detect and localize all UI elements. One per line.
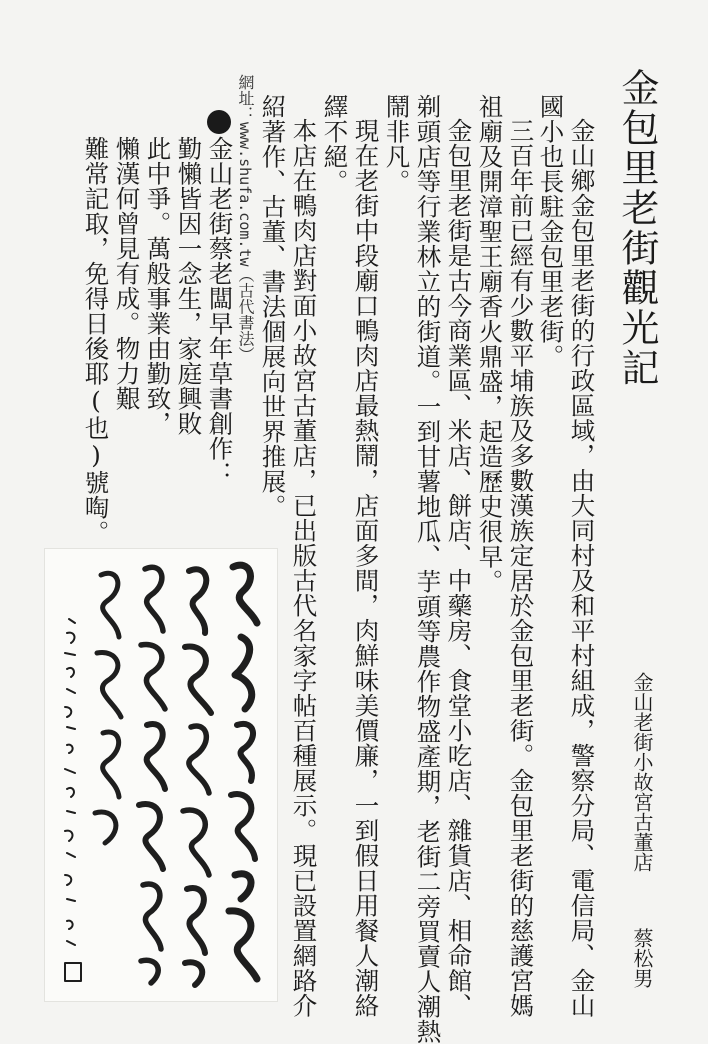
poem-line-2: 此中爭。萬般事業由勤致， bbox=[143, 136, 173, 436]
paragraph-1-line-2: 國小也長駐金包里老街。 bbox=[536, 94, 566, 369]
paragraph-5-line-2: 紹著作、古董、書法個展向世界推展。 bbox=[258, 94, 288, 519]
poem-line-1: 勤懶皆因一念生，家庭興敗 bbox=[174, 136, 204, 436]
calligraphy-artwork bbox=[44, 548, 278, 1002]
paragraph-5-line-1: 本店在鴨肉店對面小故宮古董店，已出版古代名家字帖百種展示。現已設置網路介 bbox=[289, 118, 319, 1018]
poem-line-4: 難常記取，免得日後耶(也)號啕。 bbox=[81, 136, 111, 545]
calligraphy-strokes bbox=[45, 549, 277, 1001]
page-title: 金包里老街觀光記 bbox=[615, 68, 659, 388]
website-note: （古代書法） bbox=[236, 266, 255, 363]
byline-org: 金山老街小故宮古董店 bbox=[630, 672, 654, 872]
byline-author: 蔡松男 bbox=[630, 928, 654, 988]
website-line bbox=[237, 74, 253, 363]
paragraph-4-line-1: 現在老街中段廟口鴨肉店最熱鬧，店面多間，肉鮮味美價廉，一到假日用餐人潮絡 bbox=[351, 118, 381, 1018]
paragraph-2-line-2: 祖廟及開漳聖王廟香火鼎盛，起造歷史很早。 bbox=[475, 94, 505, 594]
bullet-icon bbox=[207, 110, 231, 134]
paragraph-3-line-1: 金包里老街是古今商業區、米店、餅店、中藥房、食堂小吃店、雜貨店、相命館、 bbox=[444, 118, 474, 1018]
paragraph-1-line-1: 金山鄉金包里老街的行政區域，由大同村及和平村組成，警察分局、電信局、金山 bbox=[567, 118, 597, 1018]
paragraph-3-line-2: 剃頭店等行業林立的街道。一到甘薯地瓜、芋頭等農作物盛產期，老街二旁買賣人潮熱 bbox=[413, 94, 443, 1044]
paragraph-4-line-2: 繹不絕。 bbox=[320, 94, 350, 194]
paragraph-3-line-3: 鬧非凡。 bbox=[382, 94, 412, 194]
poem-heading: 金山老街蔡老闆早年草書創作： bbox=[205, 136, 235, 486]
poem-line-3: 懶漢何曾見有成。物力艱 bbox=[112, 136, 142, 411]
website-label: 網址： bbox=[236, 74, 255, 122]
website-url[interactable]: www.shufa.com.tw bbox=[236, 122, 254, 267]
paragraph-2-line-1: 三百年前已經有少數平埔族及多數漢族定居於金包里老街。金包里老街的慈護宮媽 bbox=[506, 118, 536, 1018]
